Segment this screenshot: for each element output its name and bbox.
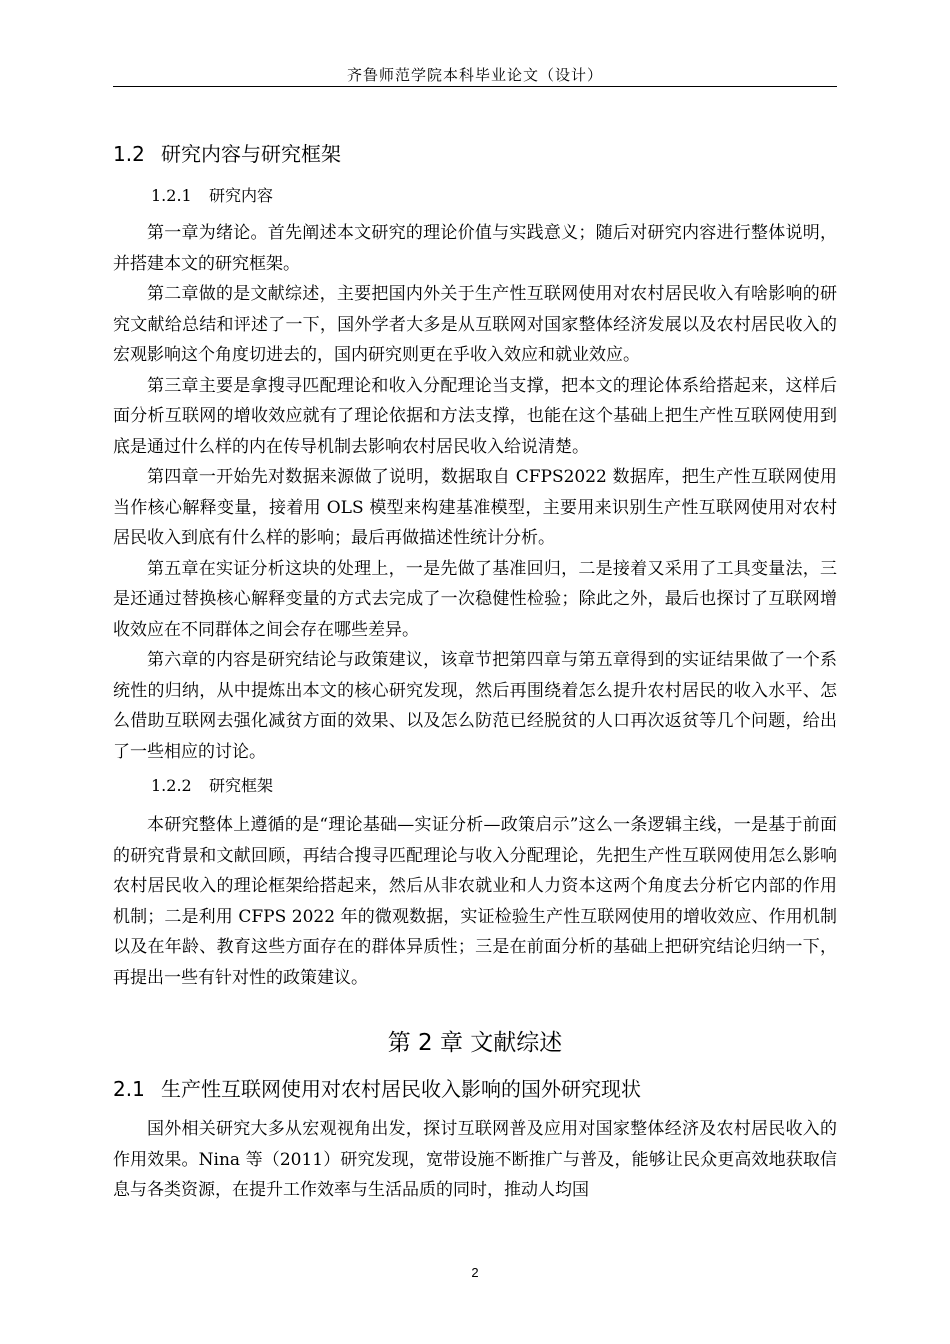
section-title: 研究内容与研究框架 [161, 142, 341, 166]
body-text-1-2-2 [113, 810, 837, 993]
section-number: 1.2 [113, 142, 145, 166]
chapter-heading: 第 2 章 文献综述 [387, 1030, 563, 1056]
paragraph: 第五章在实证分析这块的处理上，一是先做了基准回归，二是接着又采用了工具变量法，三是还通过替换核心解释变量的方式去完成了一次稳健性检验；除此之外，最后也探讨了互联网增收效应在不同群体之间会存在哪些差异。 [113, 558, 837, 640]
section-number: 2.1 [113, 1077, 145, 1101]
paragraph: 第六章的内容是研究结论与政策建议，该章节把第四章与第五章得到的实证结果做了一个系统性的归纳，从中提炼出本文的核心研究发现，然后再围绕着怎么提升农村居民的收入水平、怎么借助互联网去强化减贫方面的效果、以及怎么防范已经脱贫的人口再次返贫等几个问题，给出了一些相应的讨论。 [113, 650, 837, 762]
header-rule [113, 86, 837, 87]
paragraph: 第三章主要是拿搜寻匹配理论和收入分配理论当支撑，把本文的理论体系给搭起来，这样后面分析互联网的增收效应就有了理论依据和方法支撑，也能在这个基础上把生产性互联网使用到底是通过什么样的内在传导机制去影响农村居民收入给说清楚。 [113, 375, 837, 457]
page-number: 2 [471, 1265, 479, 1280]
subsection-number: 1.2.2 [151, 776, 192, 795]
paragraph: 第二章做的是文献综述，主要把国内外关于生产性互联网使用对农村居民收入有啥影响的研究文献给总结和评述了一下，国外学者大多是从互联网对国家整体经济发展以及农村居民收入的宏观影响这个角度切进去的，国内研究则更在乎收入效应和就业效应。 [113, 284, 837, 365]
subsection-number: 1.2.1 [151, 186, 192, 205]
paragraph: 国外相关研究大多从宏观视角出发，探讨互联网普及应用对国家整体经济及农村居民收入的作用效果。Nina 等（2011）研究发现，宽带设施不断推广与普及，能够让民众更高效地获取信息与各类资源，在提升工作效率与生活品质的同时，推动人均国 [113, 1119, 837, 1200]
section-heading-2-1 [113, 1073, 837, 1102]
section-heading-1-2 [113, 138, 837, 167]
paragraph: 本研究整体上遵循的是“理论基础—实证分析—政策启示”这么一条逻辑主线，一是基于前面的研究背景和文献回顾，再结合搜寻匹配理论与收入分配理论，先把生产性互联网使用怎么影响农村居民收入的理论框架给搭起来，然后从非农就业和人力资本这两个角度去分析它内部的作用机制；二是利用 CFPS 2022 年的微观数据，实证检验生产性互联网使用的增收效应、作用机制以及在年龄、教育这些方面存在的群体异质性；三是在前面分析的基础上把研究结论归纳一下，再提出一些有针对性的政策建议。 [113, 815, 837, 988]
subsection-heading-1-2-2 [113, 773, 875, 796]
body-text-1-2-1 [113, 218, 837, 767]
paragraph: 第四章一开始先对数据来源做了说明，数据取自 CFPS2022 数据库，把生产性互联网使用当作核心解释变量，接着用 OLS 模型来构建基准模型，主要用来识别生产性互联网使用对农村居民收入到底有什么样的影响；最后再做描述性统计分析。 [113, 467, 837, 548]
section-title: 生产性互联网使用对农村居民收入影响的国外研究现状 [161, 1077, 641, 1101]
subsection-heading-1-2-1 [113, 183, 875, 206]
paragraph: 第一章为绪论。首先阐述本文研究的理论价值与实践意义；随后对研究内容进行整体说明，并搭建本文的研究框架。 [113, 223, 837, 274]
page-header: 齐鲁师范学院本科毕业论文（设计） [346, 66, 603, 84]
subsection-title: 研究内容 [209, 186, 274, 205]
subsection-title: 研究框架 [209, 776, 274, 795]
body-text-2-1 [113, 1114, 837, 1206]
